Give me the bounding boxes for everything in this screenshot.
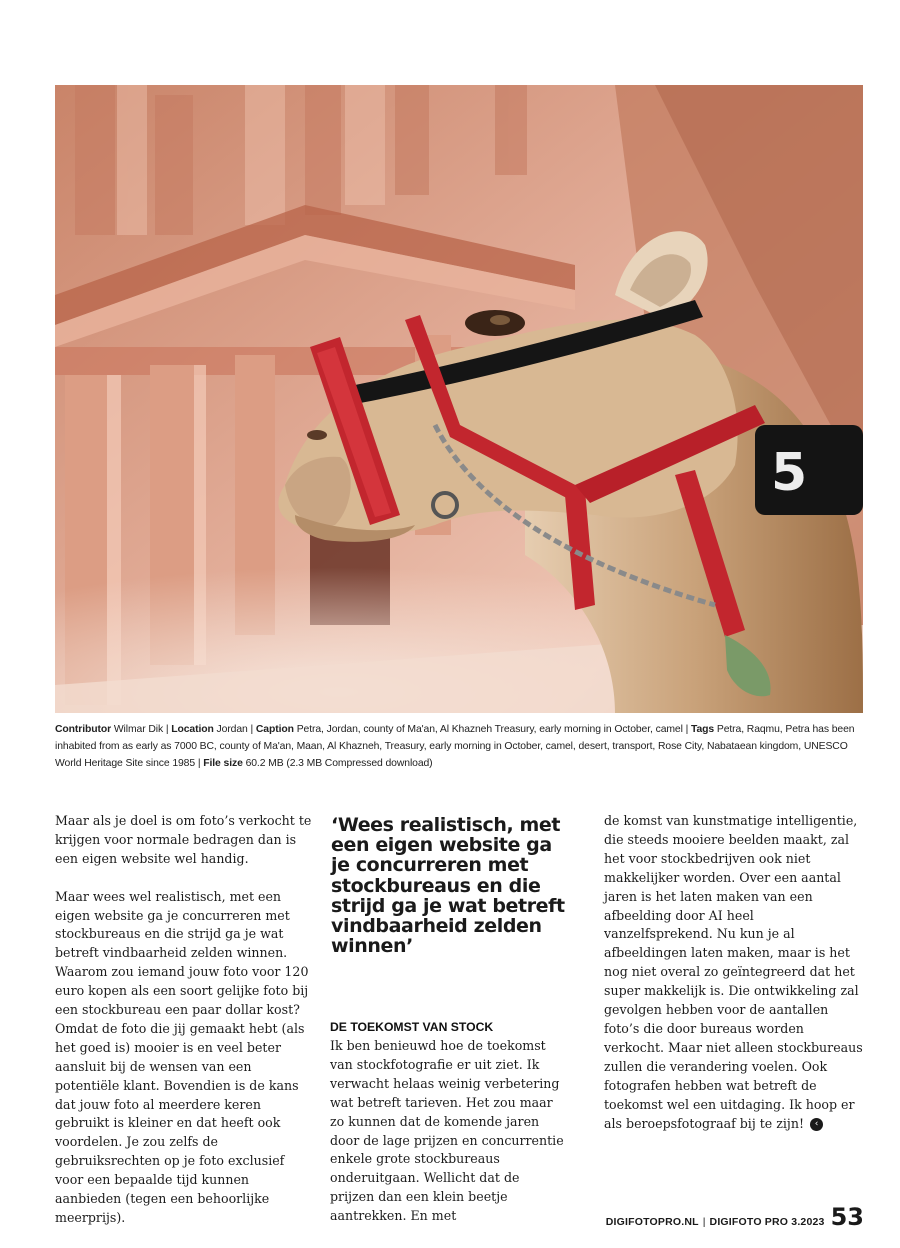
caption-separator: | [195,758,204,769]
article-photo [55,85,863,713]
body-paragraph: Ik ben benieuwd hoe de toekomst van stockfotografie er uit ziet. Ik verwacht helaas weinig verbetering wat betreft tarieven. Het zou maar zo kunnen dat de komende jaren door de lage prijzen en concurrentie enkele grote stockbureaus onderuitgaan. Wellicht dat de prijzen dan een klein beetje aantrekken. En met [330,1038,564,1224]
body-paragraph: Maar als je doel is om foto’s verkocht te krijgen voor normale bedragen dan is een eigen website wel handig. [55,813,312,866]
caption-filesize-label: File size [203,758,243,769]
end-of-article-icon: ‹ [810,1118,823,1131]
article-column-2 [330,1037,565,1245]
footer-issue: DIGIFOTO PRO 3.2023 [709,1216,825,1228]
caption-location-value: Jordan [216,724,248,735]
footer-separator: | [702,1216,706,1228]
body-paragraph [604,812,864,1133]
photo-caption [55,721,863,772]
page-footer [606,1203,864,1231]
caption-filesize-value: 60.2 MB (2.3 MB Compressed download) [245,758,433,769]
article-column-1 [55,812,315,1247]
caption-separator: | [682,724,691,735]
body-text: de komst van kunstmatige intelligentie, die steeds mooiere beelden maakt, zal het voor stockbedrijven ook niet makkelijker worden. Over een aantal jaren is het laten maken van een afbeelding door AI heel vanzelfsprekend. Nu kun je al afbeeldingen laten maken, maar is het nog niet overal zo geïntegreerd dat het super makkelijk is. Die ontwikkeling zal gevolgen hebben voor de aantallen foto’s die door bureaus worden verkocht. Maar niet alleen stockbureaus zullen die verandering voelen. Ook fotografen hebben wat betreft de toekomst wel een uitdaging. Ik hoop er als beroepsfotograaf bij te zijn! [604,813,863,1131]
pull-quote: ‘Wees realistisch, met een eigen website ga je concurreren met stockbureaus en die strijd ga je wat betreft vindbaarheid zelden winnen’ [331,814,565,958]
body-paragraph: Maar wees wel realistisch, met een eigen website ga je concurreren met stockbureaus en die strijd ga je wat betreft vindbaarheid zelden winnen. Waarom zou iemand jouw foto voor 120 euro kopen als een soort gelijke foto bij een stockbureau een paar dollar kost? Omdat de foto die jij gemaakt hebt (als het goed is) mooier is en veel beter aansluit bij de wensen van een potentiële klant. Bovendien is de kans dat jouw foto al meerdere keren gebruikt is kleiner en dat heeft ook voordelen. Je zou zelfs de gebruiksrechten op je foto exclusief voor een bepaalde tijd kunnen aanbieden (tegen een behoorlijke meerprijs). [55,888,309,1226]
page-number: 53 [830,1203,864,1231]
caption-caption-value: Petra, Jordan, county of Ma'an, Al Khazneh Treasury, early morning in October, camel [296,724,683,735]
caption-caption-label: Caption [255,724,294,735]
camel-petra-illustration [55,85,863,713]
section-subheading: DE TOEKOMST VAN STOCK [330,1020,494,1034]
caption-location-label: Location [171,724,214,735]
caption-tags-label: Tags [691,724,715,735]
tag-number: 5 [771,443,808,503]
caption-tags-value: Petra, Raqmu, Petra has been inhabited from as early as 7000 BC, county of Ma'an, Maan, Al Khazneh, Treasury, early morning in October, camel, desert, transport, Rose City, Nabataean kingdom, UNESCO World Heritage Site since 1985 [55,724,855,769]
footer-site: DIGIFOTOPRO.NL [605,1216,699,1228]
caption-separator: | [247,724,256,735]
caption-contributor-value: Wilmar Dik [113,724,164,735]
caption-separator: | [163,724,172,735]
caption-contributor-label: Contributor [55,724,112,735]
article-column-3 [604,812,864,1152]
